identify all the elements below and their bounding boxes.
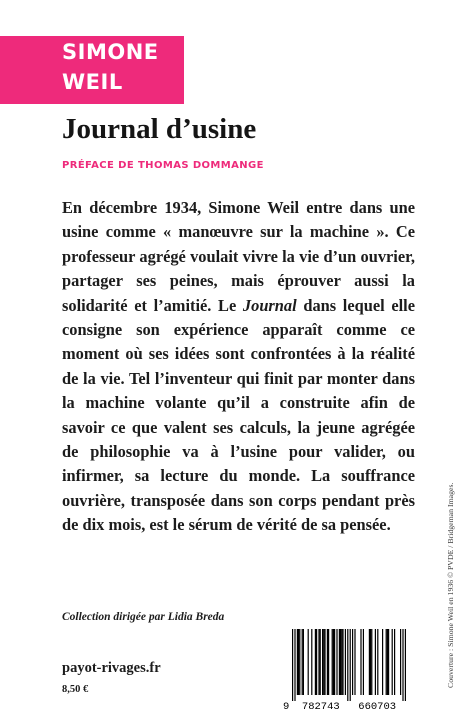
barcode-bar [322, 629, 323, 695]
barcode-bar [315, 629, 316, 695]
collection-editor: Collection dirigée par Lidia Breda [62, 611, 225, 623]
barcode-bar [370, 629, 371, 695]
author-block [0, 36, 184, 104]
barcode-bar [340, 629, 341, 695]
barcode-bar [327, 629, 328, 695]
barcode-bar [311, 629, 312, 695]
barcode-bar [292, 629, 293, 701]
barcode-bar [298, 629, 299, 695]
barcode-bar [386, 629, 387, 695]
author-first-name: SIMONE [62, 40, 159, 64]
barcode-bar [333, 629, 334, 695]
blurb-text-part1: En décembre 1934, Simone Weil entre dans une usine comme « manœuvre sur la machine ». Ce professeur agrégé voulait vivre la vie d’un ouvrier, partager ses peines, mais éprouver aussi la solidarité et l’amitié. Le [62, 198, 415, 315]
preface-credit: PRÉFACE DE THOMAS DOMMANGE [62, 160, 264, 171]
barcode-bar [328, 629, 329, 695]
barcode-bar [339, 629, 340, 695]
barcode-bar [336, 629, 337, 695]
barcode-bar [363, 629, 364, 695]
book-title: Journal d’usine [62, 113, 257, 145]
publisher-website[interactable]: payot-rivages.fr [62, 660, 161, 676]
barcode-bar [371, 629, 372, 695]
barcode-bar [382, 629, 383, 695]
barcode-bar [360, 629, 361, 695]
price: 8,50 € [62, 684, 89, 695]
barcode-bar [388, 629, 389, 695]
barcode-bar [392, 629, 393, 695]
barcode-bar [369, 629, 370, 695]
barcode-bar [334, 629, 335, 695]
barcode-bar [316, 629, 317, 695]
barcode-digits [283, 701, 396, 711]
barcode-bar [294, 629, 295, 701]
barcode-bar [308, 629, 309, 695]
barcode-bar [375, 629, 376, 695]
barcode-bar [345, 629, 346, 695]
barcode-bar [302, 629, 303, 695]
barcode-bar [320, 629, 321, 695]
book-blurb [62, 196, 415, 538]
barcode-digit-group: 9 [283, 701, 290, 711]
barcode-bar [350, 629, 351, 701]
barcode-icon [282, 629, 412, 711]
barcode-digit-group: 660703 [358, 701, 397, 711]
author-last-name: WEIL [62, 70, 123, 94]
barcode-bar [342, 629, 343, 695]
barcode-bar [394, 629, 395, 695]
barcode-bar [354, 629, 355, 695]
barcode-bar [297, 629, 298, 695]
barcode-bar [332, 629, 333, 695]
barcode-bar [405, 629, 406, 701]
barcode-bar [303, 629, 304, 695]
barcode-bar [402, 629, 403, 701]
barcode-bar [324, 629, 325, 695]
blurb-text-part2: dans lequel elle consigne son expérience apparaît comme ce moment où ses idées sont confrontées à la réalité de la vie. Tel l’inventeur qui finit par monter dans la machine volante qu’il a construite afin de savoir ce que valent ses calculs, la jeune agrégée de philosophie va à l’usine pour valider, ou infirmer, sa lecture du monde. La souffrance ouvrière, transposée dans son corps pendant près de dix mois, est le sérum de vérité de sa pensée. [62, 295, 415, 535]
barcode-bar [377, 629, 378, 695]
barcode-bar [318, 629, 319, 695]
barcode-bar [387, 629, 388, 695]
barcode-bar [341, 629, 342, 695]
barcode-digit-group: 782743 [301, 701, 340, 711]
barcode-bar [352, 629, 353, 695]
barcode-bars [292, 629, 406, 701]
barcode-bar [400, 629, 401, 695]
blurb-emphasis: Journal [242, 295, 297, 315]
barcode-bar [323, 629, 324, 695]
cover-photo-credit: Couverture : Simone Weil en 1936 © PVDE / Bridgeman Images. [446, 482, 455, 688]
barcode-bar [347, 629, 348, 701]
barcode-bar [299, 629, 300, 695]
